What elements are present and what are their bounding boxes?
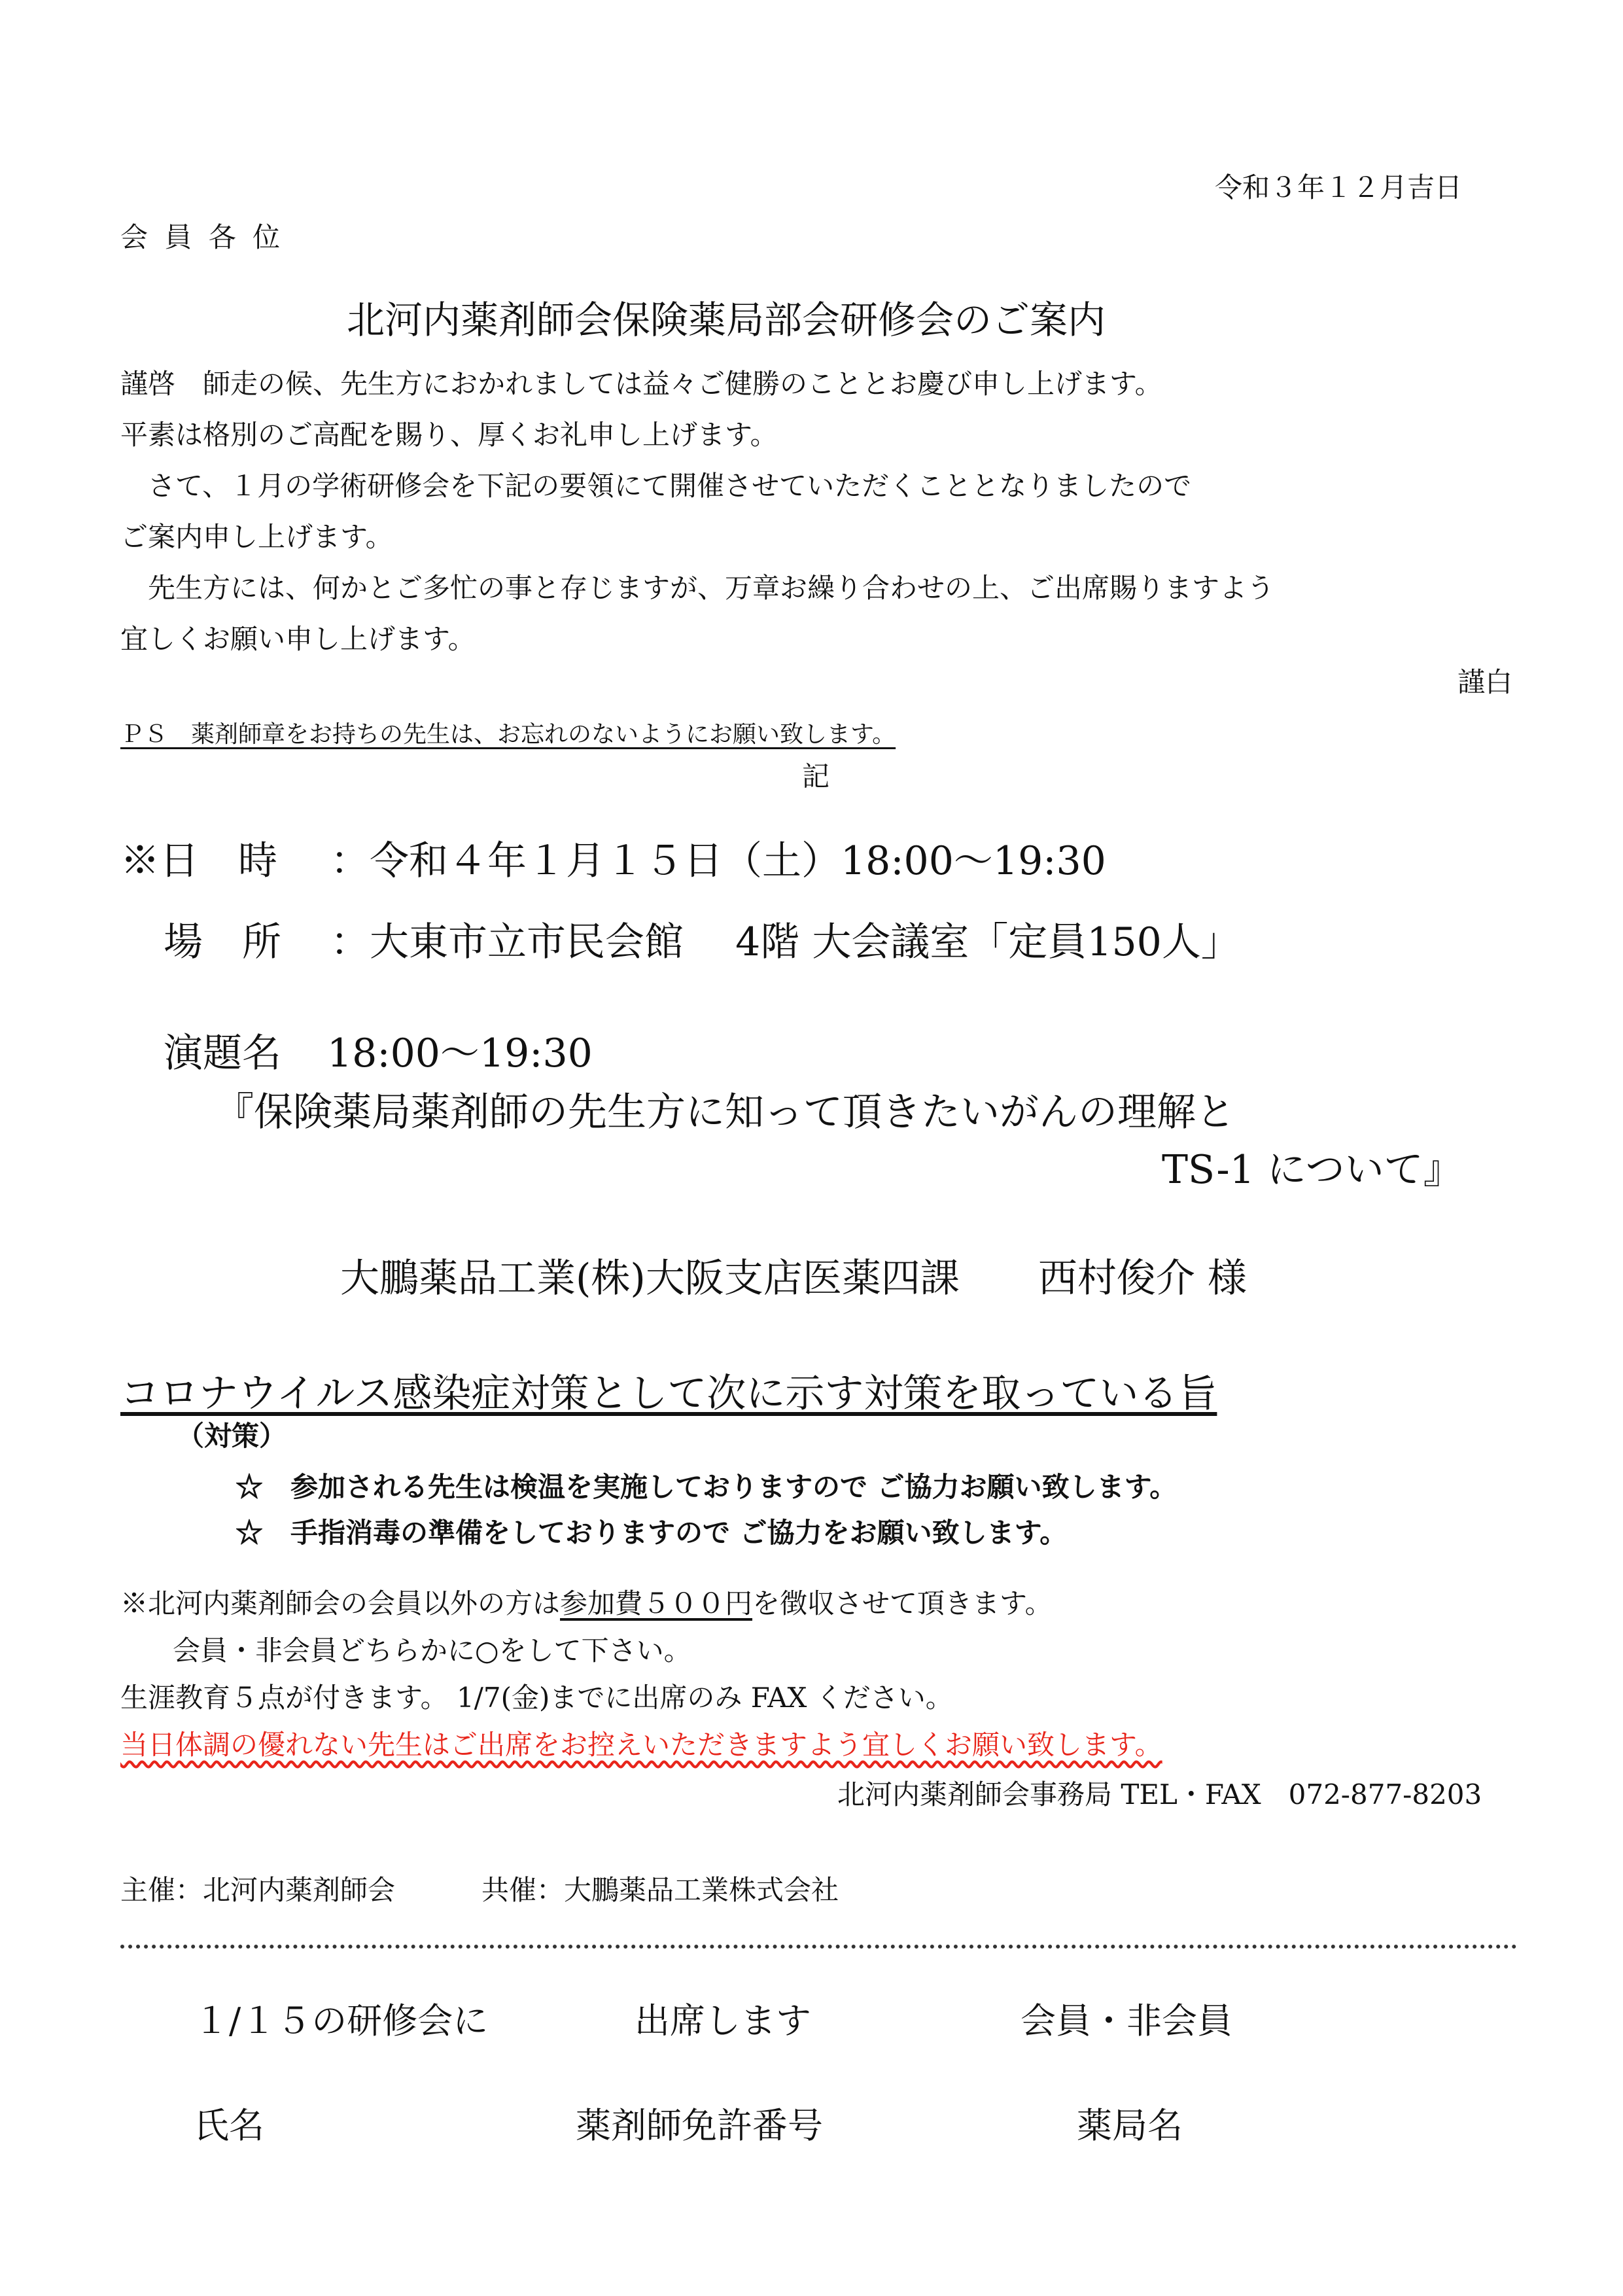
ki-mark: 記 <box>802 760 830 792</box>
lecture-title-line-1: 『保険薬局薬剤師の先生方に知って頂きたいがんの理解と <box>215 1089 1235 1135</box>
page-title: 北河内薬剤師会保険薬局部会研修会のご案内 <box>347 298 1106 342</box>
lecture-time: 18:00～19:30 <box>327 1031 593 1076</box>
closing-word: 謹白 <box>1457 666 1513 698</box>
cohost: 共催：大鵬薬品工業株式会社 <box>481 1874 839 1906</box>
date-label: ※日 時 <box>120 838 277 884</box>
greeting-line-3: さて、１月の学術研修会を下記の要領にて開催させていただくこととなりましたので <box>120 470 1192 502</box>
lecture-label: 演題名 <box>164 1031 281 1076</box>
reply-member-option[interactable]: 会員・非会員 <box>1021 2000 1232 2041</box>
circle-note: 会員・非会員どちらかに○をして下さい。 <box>173 1634 691 1667</box>
reply-attend-option[interactable]: 出席します <box>635 2000 811 2041</box>
reply-name-field[interactable]: 氏名 <box>194 2105 264 2146</box>
office-contact: 北河内薬剤師会事務局 TEL・FAX 072-877-8203 <box>837 1778 1482 1810</box>
addressee: 会 員 各 位 <box>120 221 285 253</box>
corona-heading: コロナウイルス感染症対策として次に示す対策を取っている旨 <box>120 1371 1217 1417</box>
greeting-line-1: 謹啓 師走の候、先生方におかれましては益々ご健勝のこととお慶び申し上げます。 <box>120 368 1162 400</box>
date-value: ：令和４年１月１５日（土）18:00～19:30 <box>330 838 1106 884</box>
corona-item-1: ☆ 参加される先生は検温を実施しておりますので ご協力お願い致します。 <box>236 1471 1178 1503</box>
credit-note: 生涯教育５点が付きます。 1/7(金)までに出席のみ FAX ください。 <box>120 1682 953 1714</box>
lecture-title-line-2: TS-1 について』 <box>1162 1147 1463 1193</box>
document-date: 令和３年１２月吉日 <box>1215 171 1463 203</box>
reply-license-field[interactable]: 薬剤師免許番号 <box>576 2105 823 2146</box>
fee-prefix: ※北河内薬剤師会の会員以外の方は <box>120 1587 561 1619</box>
cut-line <box>120 1945 1517 1949</box>
health-warning: 当日体調の優れない先生はご出席をお控えいただきますよう宜しくお願い致します。 <box>120 1729 1162 1761</box>
host: 主催：北河内薬剤師会 <box>120 1874 396 1906</box>
reply-pharmacy-field[interactable]: 薬局名 <box>1077 2105 1183 2146</box>
greeting-line-4: ご案内申し上げます。 <box>120 521 393 553</box>
place-label: 場 所 <box>164 919 281 965</box>
fee-suffix: を徴収させて頂きます。 <box>752 1587 1053 1619</box>
fee-amount: 参加費５００円 <box>560 1587 753 1619</box>
corona-sub: （対策） <box>177 1420 287 1452</box>
reply-event: １/１５の研修会に <box>194 2000 489 2041</box>
place-value: ：大東市立市民会館 4階 大会議室「定員150人」 <box>330 919 1240 965</box>
greeting-line-6: 宜しくお願い申し上げます。 <box>120 623 476 655</box>
greeting-line-2: 平素は格別のご高配を賜り、厚くお礼申し上げます。 <box>120 419 778 451</box>
speaker: 大鵬薬品工業(株)大阪支店医薬四課 西村俊介 様 <box>340 1256 1247 1301</box>
fee-note <box>120 1587 1053 1620</box>
ps-note: ＰＳ 薬剤師章をお持ちの先生は、お忘れのないようにお願い致します。 <box>120 721 896 748</box>
corona-item-2: ☆ 手指消毒の準備をしておりますので ご協力をお願い致します。 <box>236 1517 1068 1549</box>
greeting-line-5: 先生方には、何かとご多忙の事と存じますが、万章お繰り合わせの上、ご出席賜りますよう <box>120 572 1275 604</box>
